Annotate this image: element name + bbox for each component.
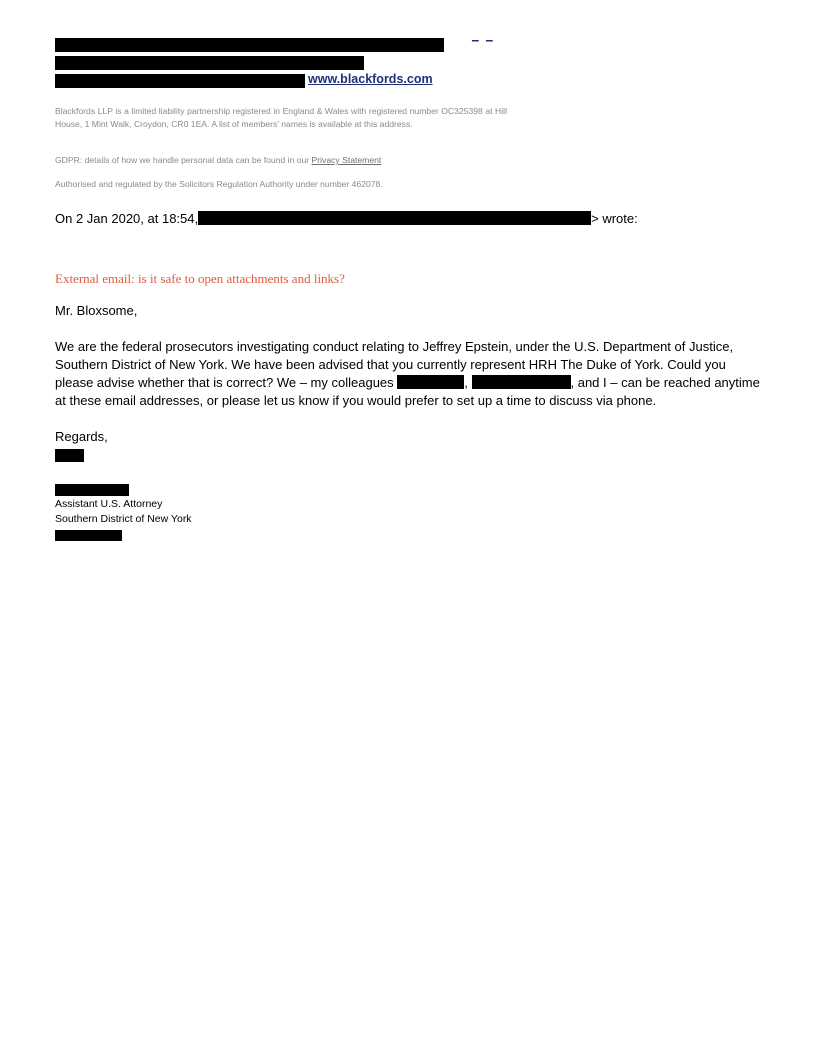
redacted-attorney-name	[55, 484, 129, 496]
external-email-warning: External email: is it safe to open attachments and links?	[55, 271, 345, 286]
authorised-notice: Authorised and regulated by the Solicitors Regulation Authority under number 462078.	[55, 179, 383, 189]
closing: Regards,	[55, 429, 108, 444]
redacted-sender	[198, 211, 591, 225]
redacted-signature-name	[55, 449, 84, 462]
salutation: Mr. Bloxsome,	[55, 303, 138, 318]
website-link[interactable]: www.blackfords.com	[308, 72, 433, 86]
quote-header-suffix: > wrote:	[591, 211, 638, 226]
redacted-colleague-1	[397, 375, 464, 389]
signature-office: Southern District of New York	[55, 513, 192, 525]
top-link-1[interactable]: _	[472, 28, 479, 42]
body-text-part2: ,	[464, 375, 472, 390]
registration-notice: Blackfords LLP is a limited liability partnership registered in England & Wales with registered number OC325398 at Hill House, 1 Mint Walk, Croydon, CR0 1EA. A list of members' names is available at this address.	[55, 106, 507, 130]
redacted-colleague-2	[472, 375, 571, 389]
quote-header-prefix: On 2 Jan 2020, at 18:54,	[55, 211, 199, 226]
redacted-contact-line	[55, 530, 122, 541]
body-text-part1: We are the federal prosecutors investigating conduct relating to Jeffrey Epstein, under the U.S. Department of Justice, Southern District of New York. We have been advised that you currently represent HRH The Duke of York. Could you please advise whether that is correct? We – my colleagues	[55, 339, 734, 390]
email-body-paragraph	[55, 338, 765, 410]
gdpr-notice	[55, 154, 507, 167]
redacted-header-line-1	[55, 38, 444, 52]
redacted-header-line-3	[55, 74, 305, 88]
redacted-header-line-2	[55, 56, 364, 70]
signature-title: Assistant U.S. Attorney	[55, 498, 163, 510]
privacy-statement-link[interactable]: Privacy Statement	[311, 155, 382, 165]
body-text-part3: , and I – can be reached anytime at these email addresses, or please let us know if you would prefer to set up a time to discuss via phone.	[55, 375, 760, 408]
gdpr-text: GDPR: details of how we handle personal data can be found in our	[55, 155, 312, 165]
quote-header	[55, 211, 638, 226]
top-link-2[interactable]: _	[486, 28, 493, 42]
